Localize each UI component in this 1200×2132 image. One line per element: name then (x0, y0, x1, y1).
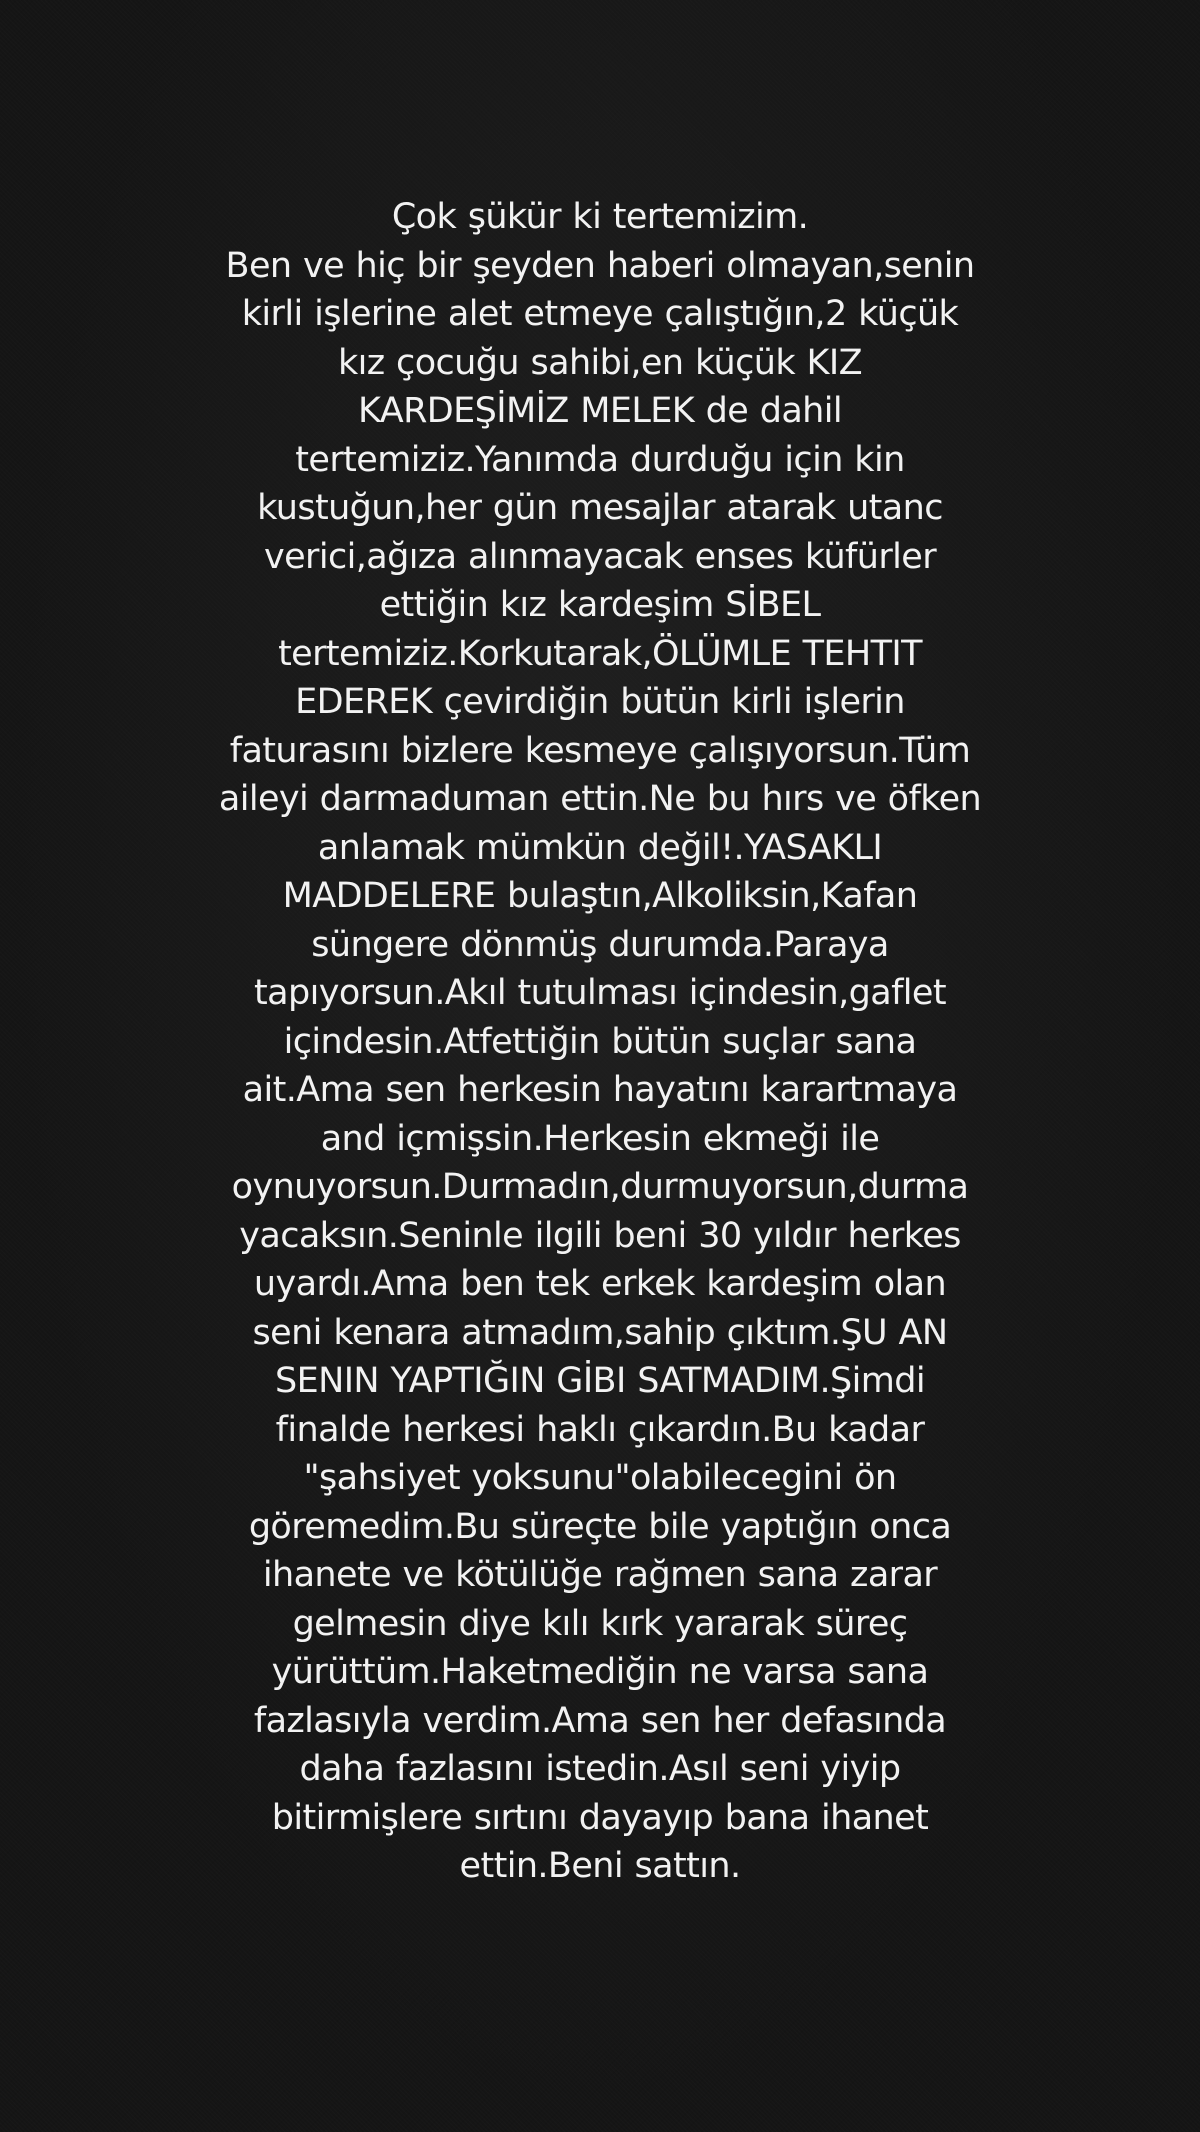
text-line: yürüttüm.Haketmediğin ne varsa sana (271, 1652, 929, 1692)
text-line: Çok şükür ki tertemizim. (391, 197, 809, 237)
text-line: KARDEŞİMİZ MELEK de dahil (358, 391, 842, 431)
text-line: SENIN YAPTIĞIN GİBI SATMADIM.Şimdi (275, 1361, 925, 1401)
text-line: ait.Ama sen herkesin hayatını karartmaya (242, 1070, 958, 1110)
text-line: kustuğun,her gün mesajlar atarak utanc (257, 488, 943, 528)
text-line: EDEREK çevirdiğin bütün kirli işlerin (295, 682, 905, 722)
text-line: fazlasıyla verdim.Ama sen her defasında (253, 1700, 947, 1741)
text-line: oynuyorsun.Durmadın,durmuyorsun,durma (231, 1167, 969, 1207)
text-line: tapıyorsun.Akıl tutulması içindesin,gaflet (254, 973, 946, 1013)
text-line: ihanete ve kötülüğe rağmen sana zarar (262, 1555, 938, 1595)
text-line: bitirmişlere sırtını dayayıp bana ihanet (271, 1797, 929, 1838)
text-line: seni kenara atmadım,sahip çıktım.ŞU AN (252, 1312, 948, 1353)
text-line: "şahsiyet yoksunu"olabilecegini ön (303, 1458, 897, 1498)
text-line: süngere dönmüş durumda.Paraya (311, 924, 889, 965)
text-line: içindesin.Atfettiğin bütün suçlar sana (283, 1021, 917, 1062)
text-line: ettiğin kız kardeşim SİBEL (379, 585, 821, 625)
text-line: göremedim.Bu süreçte bile yaptığın onca (248, 1506, 952, 1547)
text-line: uyardı.Ama ben tek erkek kardeşim olan (253, 1264, 947, 1304)
text-line: faturasını bizlere kesmeye çalışıyorsun.Tüm (229, 730, 971, 771)
text-line: and içmişsin.Herkesin ekmeği ile (320, 1118, 880, 1159)
text-line: verici,ağıza alınmayacak enses küfürler (263, 536, 936, 577)
text-line: aileyi darmaduman ettin.Ne bu hırs ve öfken (218, 779, 982, 819)
text-line: Ben ve hiç bir şeyden haberi olmayan,senin (225, 245, 975, 286)
text-line: daha fazlasını istedin.Asıl seni yiyip (299, 1749, 901, 1789)
text-line: MADDELERE bulaştın,Alkoliksin,Kafan (282, 876, 918, 916)
text-line: tertemiziz.Yanımda durduğu için kin (295, 439, 905, 480)
text-line: kız çocuğu sahibi,en küçük KIZ (337, 342, 863, 383)
statement-text (140, 193, 1060, 1891)
text-line: ettin.Beni sattın. (459, 1846, 741, 1886)
text-line: gelmesin diye kılı kırk yararak süreç (292, 1603, 908, 1644)
text-line: finalde herkesi haklı çıkardın.Bu kadar (275, 1409, 925, 1450)
text-line: anlamak mümkün değil!.YASAKLI (317, 827, 883, 868)
text-line: tertemiziz.Korkutarak,ÖLÜMLE TEHTIT (278, 633, 922, 674)
text-line: kirli işlerine alet etmeye çalıştığın,2 küçük (241, 294, 959, 334)
text-line: yacaksın.Seninle ilgili beni 30 yıldır herkes (239, 1215, 961, 1256)
